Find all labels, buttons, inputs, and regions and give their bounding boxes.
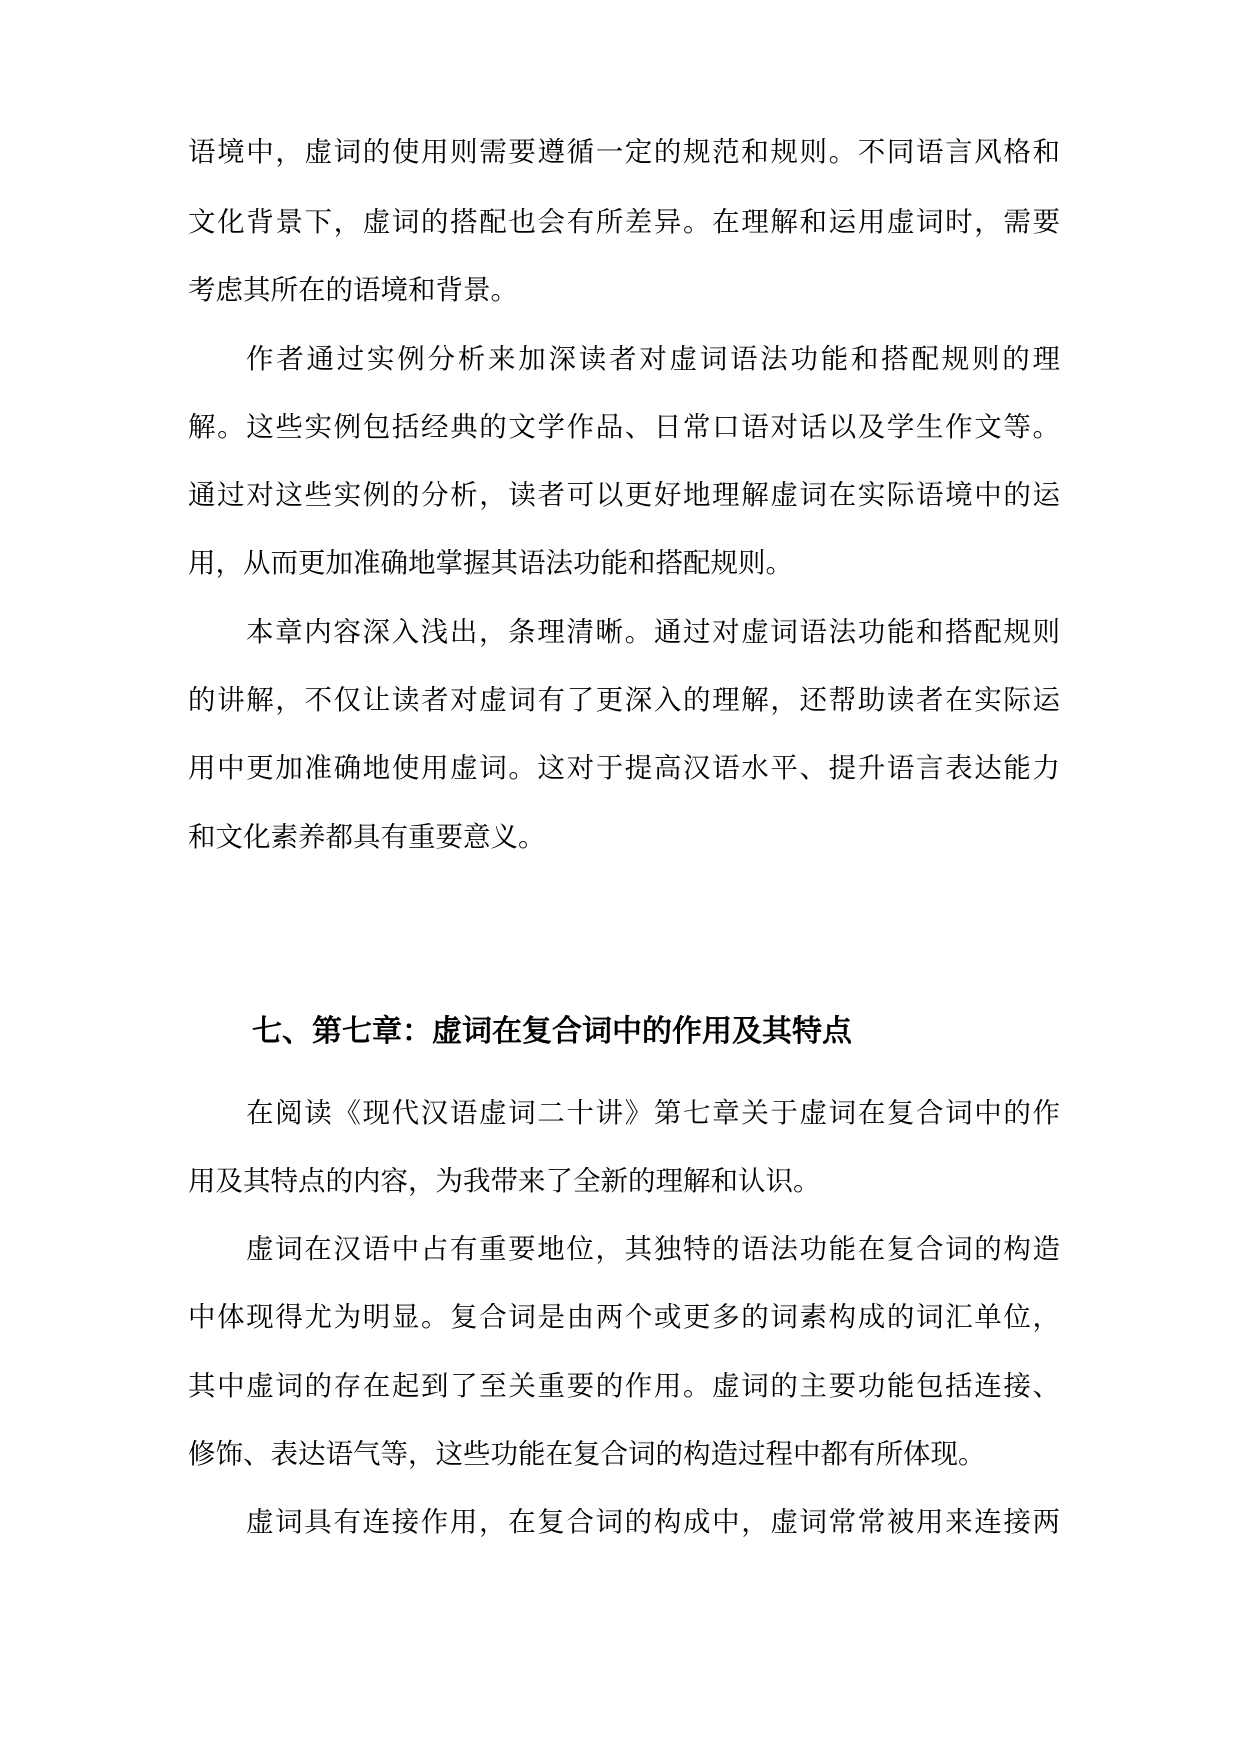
paragraph-5-line-4: 修饰、表达语气等，这些功能在复合词的构造过程中都有所体现。 bbox=[188, 1438, 986, 1470]
paragraph-3-line-4: 和文化素养都具有重要意义。 bbox=[188, 821, 546, 853]
paragraph-3-line-3: 用中更加准确地使用虚词。这对于提高汉语水平、提升语言表达能力 bbox=[188, 752, 1060, 784]
paragraph-2-line-4: 用，从而更加准确地掌握其语法功能和搭配规则。 bbox=[188, 547, 793, 579]
paragraph-1-line-3: 考虑其所在的语境和背景。 bbox=[188, 274, 518, 306]
paragraph-2-line-2: 解。这些实例包括经典的文学作品、日常口语对话以及学生作文等。 bbox=[188, 411, 1060, 443]
paragraph-4-line-2: 用及其特点的内容，为我带来了全新的理解和认识。 bbox=[188, 1165, 821, 1197]
paragraph-1-line-2: 文化背景下，虚词的搭配也会有所差异。在理解和运用虚词时，需要 bbox=[188, 206, 1060, 238]
paragraph-1-line-1: 语境中，虚词的使用则需要遵循一定的规范和规则。不同语言风格和 bbox=[188, 136, 1060, 168]
paragraph-3-line-1: 本章内容深入浅出，条理清晰。通过对虚词语法功能和搭配规则 bbox=[246, 616, 1060, 648]
paragraph-2-line-3: 通过对这些实例的分析，读者可以更好地理解虚词在实际语境中的运 bbox=[188, 479, 1060, 511]
paragraph-5-line-1: 虚词在汉语中占有重要地位，其独特的语法功能在复合词的构造 bbox=[246, 1233, 1060, 1265]
chapter-heading: 七、第七章：虚词在复合词中的作用及其特点 bbox=[252, 1014, 852, 1049]
paragraph-3-line-2: 的讲解，不仅让读者对虚词有了更深入的理解，还帮助读者在实际运 bbox=[188, 684, 1060, 716]
paragraph-5-line-2: 中体现得尤为明显。复合词是由两个或更多的词素构成的词汇单位， bbox=[188, 1301, 1060, 1333]
paragraph-6-line-1: 虚词具有连接作用，在复合词的构成中，虚词常常被用来连接两 bbox=[246, 1506, 1060, 1538]
paragraph-5-line-3: 其中虚词的存在起到了至关重要的作用。虚词的主要功能包括连接、 bbox=[188, 1370, 1060, 1402]
paragraph-4-line-1: 在阅读《现代汉语虚词二十讲》第七章关于虚词在复合词中的作 bbox=[246, 1097, 1060, 1129]
paragraph-2-line-1: 作者通过实例分析来加深读者对虚词语法功能和搭配规则的理 bbox=[246, 343, 1060, 375]
